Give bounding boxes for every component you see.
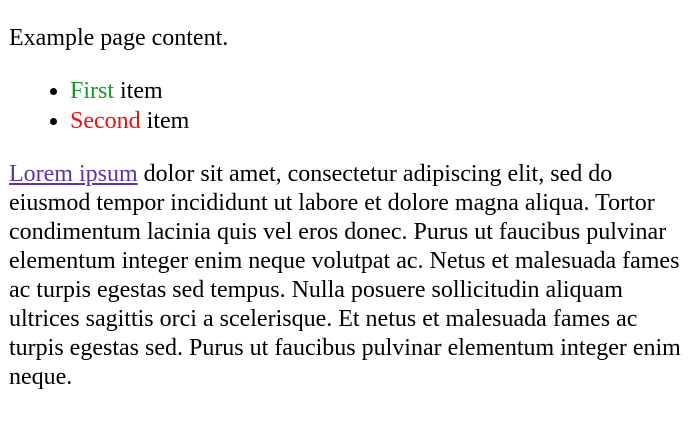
list-item: [70, 77, 685, 106]
list-item: [70, 107, 685, 136]
list-item-label: item: [140, 108, 190, 134]
intro-paragraph: Example page content.: [9, 25, 229, 51]
lorem-paragraph: [9, 160, 685, 392]
lorem-ipsum-link[interactable]: Lorem ipsum: [9, 161, 138, 187]
list-item-highlight: Second: [70, 108, 141, 134]
paragraph-text: dolor sit amet, consectetur adipiscing elit, sed do eiusmod tempor incididunt ut labore et dolore magna aliqua. Tortor condimentum lacinia quis vel eros donec. Purus ut faucibus pulvinar elementum integer enim neque volutpat ac. Netus et malesuada fames ac turpis egestas sed tempus. Nulla posuere sollicitudin aliquam ultrices sagittis orci a scelerisque. Et netus et malesuada fames ac turpis egestas sed. Purus ut faucibus pulvinar elementum integer enim neque.: [9, 161, 681, 390]
item-list: [9, 77, 685, 136]
list-item-highlight: First: [70, 78, 115, 104]
list-item-label: item: [114, 78, 163, 104]
